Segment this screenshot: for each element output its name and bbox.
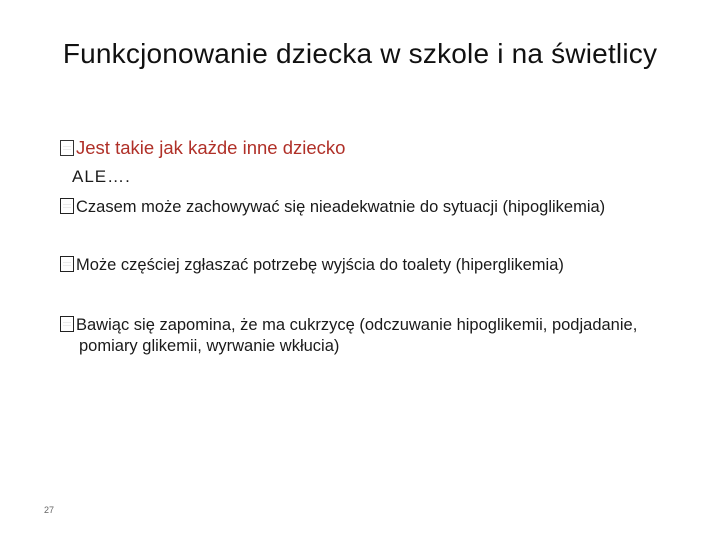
square-bullet-icon [60,316,74,332]
continuation-line [72,167,131,187]
bullet-point-3 [60,256,564,275]
continuation-text: ALE…. [72,167,131,186]
square-bullet-icon [60,256,74,272]
square-bullet-icon [60,198,74,214]
bullet-point-4 [60,315,710,357]
bullet-point-2 [60,198,605,217]
bullet-point-1-text: Jest takie jak każde inne dziecko [76,137,346,158]
bullet-point-3-text: Może częściej zgłaszać potrzebę wyjścia do toalety (hiperglikemia) [76,256,564,274]
bullet-point-4-continuation: pomiary glikemii, wyrwanie wkłucia) [79,337,340,355]
bullet-point-2-text: Czasem może zachowywać się nieadekwatnie do sytuacji (hipoglikemia) [76,198,606,216]
page-number: 27 [44,505,55,515]
square-bullet-icon [60,140,74,156]
bullet-point-4-text: Bawiąc się zapomina, że ma cukrzycę (odczuwanie hipoglikemii, podjadanie, [76,316,638,334]
bullet-point-1 [60,137,345,159]
slide-title: Funkcjonowanie dziecka w szkole i na świetlicy [62,38,658,69]
